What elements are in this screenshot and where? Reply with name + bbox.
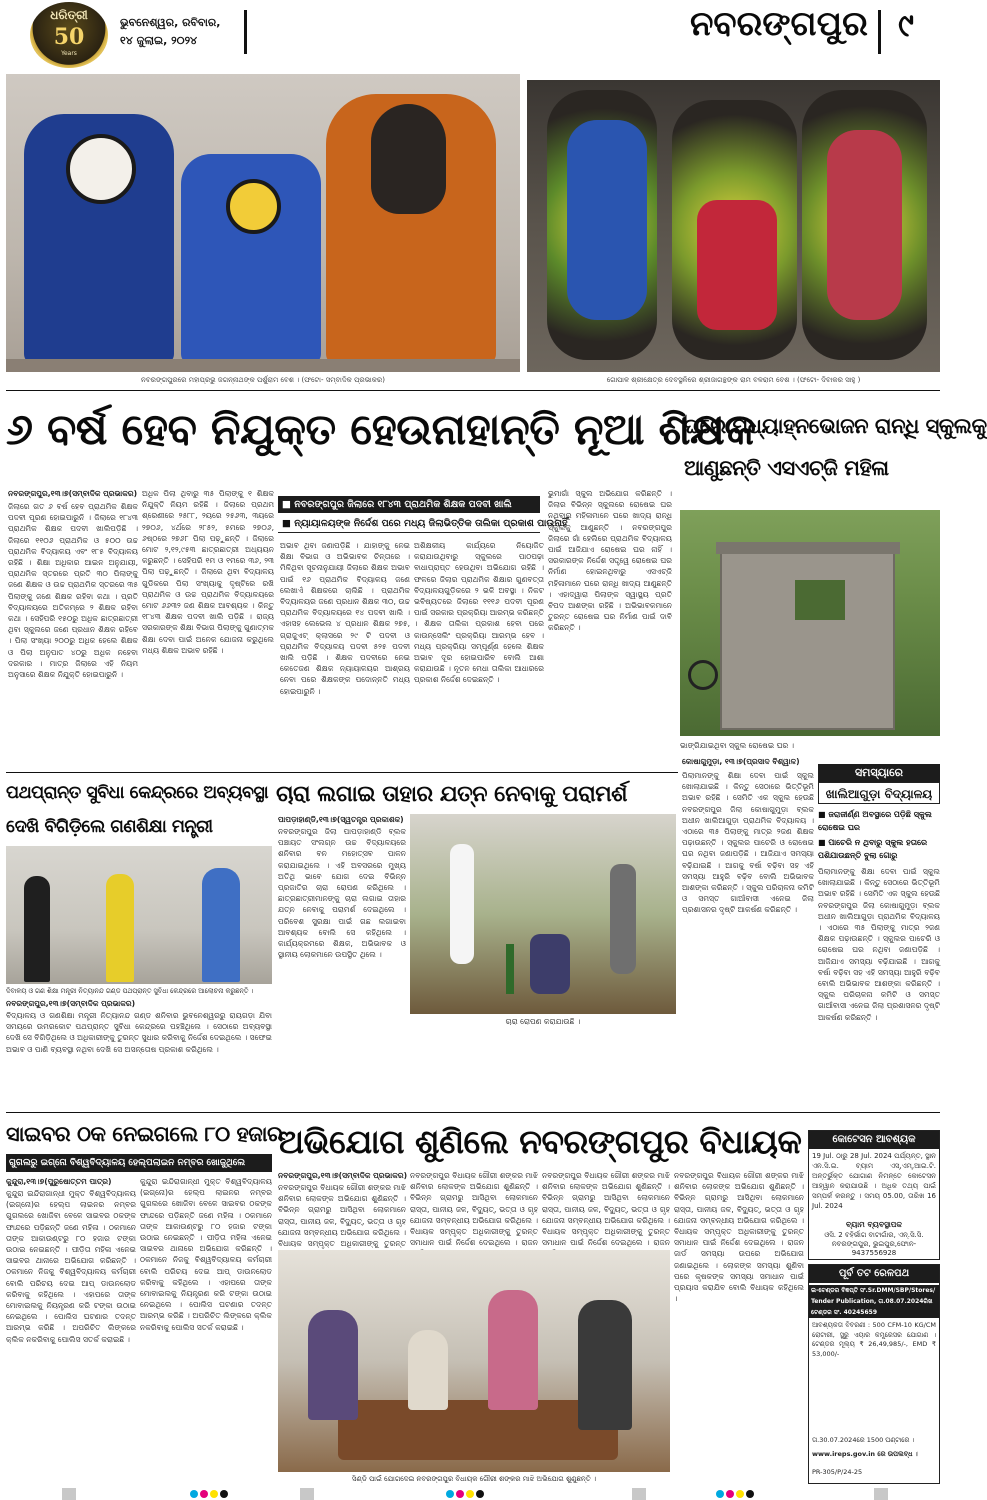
school-bullet-1: ■ ଜରାଜୀର୍ଣ୍ଣ ଅବସ୍ଥାରେ ପଡ଼ିଛି ସ୍କୁଲ ରୋଷେଇ ଘର bbox=[818, 810, 932, 832]
ad-railway-body: ଆବଶ୍ୟକତା ବିବରଣୀ : 500 CFM-10 KG/CM ରୋଟାରୀ, ସ୍କ୍ରୁ ଏୟାର କମ୍ପ୍ରେସର ଯୋଗାଣ । ଟେଣ୍ଡର ମୂଲ୍ୟ ₹ 26,49,985/-, EMD ₹ 53,000/- bbox=[812, 1321, 936, 1358]
ad-railway-web: www.ireps.gov.in ରେ ଉପଲବ୍ଧ । bbox=[812, 1450, 918, 1458]
reg-mark-center-right bbox=[632, 1488, 646, 1500]
reg-dot-black-2 bbox=[476, 1490, 484, 1498]
school-box-title: ସମସ୍ୟାରେ bbox=[818, 764, 940, 782]
attendee-1 bbox=[308, 1310, 358, 1420]
mla-dateline: ନବରଙ୍ଗପୁର,୧୩।୭(ସମ୍ବାଦିକ ପ୍ରଭାକର) bbox=[278, 1171, 408, 1180]
rule-lead-bottom bbox=[6, 772, 678, 773]
lead-subhead-1: ■ ନବରଙ୍ଗପୁର ଜିଲାରେ ୧୮୪୩ ପ୍ରାଥମିକ ଶିକ୍ଷକ ପଦବୀ ଖାଲି bbox=[278, 496, 540, 513]
school-body-2: ପିଲାମାନଙ୍କୁ ଶିକ୍ଷା ଦେବା ପାଇଁ ସ୍କୁଲ ଖୋଲାଯାଇଛି । କିନ୍ତୁ ସେଠାରେ ଭିତ୍ତିଭୂମି ଅଭାବ ରହିଛି । ସେମିତି ଏକ ସ୍କୁଲ ହେଉଛି ନବରଙ୍ଗପୁର ଜିଲା କୋଷାଗୁମୁଡ଼ା ବ୍ଲକ ଅଧୀନ ଖାଲିଆଗୁଡ଼ା ପ୍ରାଥମିକ ବିଦ୍ୟାଳୟ । ଏଠାରେ ୩୫ ପିଲାଙ୍କୁ ମାତ୍ର ୨ଜଣ ଶିକ୍ଷକ ପଢ଼ାଉଛନ୍ତି । ସ୍କୁଲର ପାଚେରି ଓ ରୋଷେଇ ଘର ନଥିବା ଜଣାପଡ଼ିଛି । ଆଜିଯାଏ ସମସ୍ୟା ବଢ଼ିଯାଇଛି । ଆଗକୁ ବର୍ଷା ବଢ଼ିବା ସହ ଏହି ସମସ୍ୟା ଆହୁରି ବଢ଼ିବ ବୋଲି ଅଭିଭାବକ ଆଶଙ୍କା କରିଛନ୍ତି । ସ୍କୁଲ ପରିଚାଳନା କମିଟି ଓ ସମସ୍ତ ଗାଆଁବାସୀ ଏନେଇ ଜିଲା ପ୍ରଶାସନର ଦୃଷ୍ଟି ଆକର୍ଷଣ କରିଛନ୍ତି । bbox=[818, 867, 940, 1022]
reg-mark-left bbox=[62, 1488, 76, 1500]
reg-dot-magenta-1 bbox=[200, 1490, 208, 1498]
cyber-body-1: କୁନ୍ଦୁରା ଇନ୍ଦିରାଗାନ୍ଧୀ ମୁକ୍ତ ବିଶ୍ୱବିଦ୍ୟାଳୟ (ଇଗ୍ନୋ)ର ହେଲ୍ପ ଲାଇନର ନମ୍ବର ଗୁଗଲରେ ଖୋଜିବା ବେଳେ ସାଇବର ଠକଙ୍କ ଫାନ୍ଦରେ ପଡ଼ିଛନ୍ତି ଜଣେ ମହିଳା । ଠକମାନେ ତାଙ୍କ ଆକାଉଣ୍ଟରୁ ୮୦ ହଜାର ଟଙ୍କା ଉଠାଇ ନେଇଛନ୍ତି । ପୀଡ଼ିତା ମହିଳା ଏନେଇ ସାଇବର ଥାନାରେ ଅଭିଯୋଗ କରିଛନ୍ତି । ଠକମାନେ ନିଜକୁ ବିଶ୍ୱବିଦ୍ୟାଳୟ କର୍ମଚାରୀ ବୋଲି ପରିଚୟ ଦେଇ ଆପ୍ ଡାଉନଲୋଡ କରିବାକୁ କହିଥିଲେ । ଏହାପରେ ତାଙ୍କ ମୋବାଇଲକୁ ନିୟନ୍ତ୍ରଣ କରି ଟଙ୍କା ଉଠାଇ ନେଇଥିଲେ । ପୋଲିସ ଘଟଣାର ତଦନ୍ତ ଆରମ୍ଭ କରିଛି । ଅପରିଚିତ ଲିଙ୍କରେ କ୍ଲିକ ନକରିବାକୁ ପୋଲିସ ସତର୍କ କରାଇଛି । bbox=[6, 1189, 136, 1344]
rule-middle-bottom bbox=[6, 1112, 940, 1113]
deity-right-face bbox=[371, 104, 446, 214]
attendee-4 bbox=[578, 1300, 632, 1430]
deity-figure-3 bbox=[827, 130, 902, 320]
attendee-3 bbox=[488, 1290, 538, 1410]
bicycle bbox=[688, 660, 718, 690]
cyber-headline: ସାଇବର ଠକ ନେଇଗଲେ ୮୦ ହଜାର bbox=[6, 1122, 283, 1146]
mla-body-4: ନବରଙ୍ଗପୁର ବିଧାୟକ ଗୌରୀ ଶଙ୍କର ମାଝି ଶନିବାର ଲୋକଙ୍କ ଅଭିଯୋଗ ଶୁଣିଛନ୍ତି । ବିଭିନ୍ନ ଗ୍ରାମରୁ ଆସିଥିବା ଲୋକମାନେ ରାସ୍ତା, ପାନୀୟ ଜଳ, ବିଦ୍ୟୁତ୍, ଭତ୍ତା ଓ ଗୃହ ଯୋଜନା ସମ୍ବନ୍ଧୀୟ ଅଭିଯୋଗ କରିଥିଲେ । ବିଧାୟକ ସମ୍ପୃକ୍ତ ଅଧିକାରୀଙ୍କୁ ତୁରନ୍ତ ସମାଧାନ ପାଇଁ ନିର୍ଦ୍ଦେଶ ଦେଇଥିଲେ । ରାଜନ ଜାର୍ଡ ସମସ୍ୟା ଉପରେ ଅଭିଯୋଗ ଜଣାଇଥିଲେ । ଲୋକଙ୍କ ସମସ୍ୟା ଶୁଣିବା ପରେ କୃଷକଙ୍କ ସମସ୍ୟା ସମାଧାନ ପାଇଁ ପ୍ରୟାସ କରାଯିବ ବୋଲି ବିଧାୟକ କହିଥିଲେ । bbox=[674, 1171, 804, 1304]
minister-body: ବିଦ୍ୟାଳୟ ଓ ଗଣଶିକ୍ଷା ମନ୍ତ୍ରୀ ନିତ୍ୟାନନ୍ଦ ଗଣ୍ଡ ଶନିବାର ଭୁବନେଶ୍ୱରରୁ ରାୟଗଡ଼ା ଯିବା ସମୟରେ ଉମରକୋଟ ପଥପ୍ରାନ୍ତ ସୁବିଧା କେନ୍ଦ୍ରରେ ପହଞ୍ଚିଥିଲେ । ସେଠାରେ ଅବ୍ୟବସ୍ଥା ଦେଖି ସେ ବିଗିଡ଼ିଥିଲେ ଓ ଅଧିକାରୀଙ୍କୁ ତୁରନ୍ତ ସୁଧାର କରିବାକୁ ନିର୍ଦ୍ଦେଶ ଦେଇଥିଲେ । ସଫେଇ ଅଭାବ ଓ ପାଣି ବ୍ୟବସ୍ଥା ନଥିବା ଦେଖି ସେ ଅସନ୍ତୋଷ ପ୍ରକାଶ କରିଥିଲେ । bbox=[6, 1011, 272, 1054]
reg-mark-right bbox=[874, 1488, 888, 1500]
reg-dot-yellow-1 bbox=[210, 1490, 218, 1498]
person-3 bbox=[202, 868, 240, 982]
deity-middle-face bbox=[226, 179, 281, 234]
school-body-1: ପିଲାମାନଙ୍କୁ ଶିକ୍ଷା ଦେବା ପାଇଁ ସ୍କୁଲ ଖୋଲାଯାଇଛି । କିନ୍ତୁ ସେଠାରେ ଭିତ୍ତିଭୂମି ଅଭାବ ରହିଛି । ସେମିତି ଏକ ସ୍କୁଲ ହେଉଛି ନବରଙ୍ଗପୁର ଜିଲା କୋଷାଗୁମୁଡ଼ା ବ୍ଲକ ଅଧୀନ ଖାଲିଆଗୁଡ଼ା ପ୍ରାଥମିକ ବିଦ୍ୟାଳୟ । ଏଠାରେ ୩୫ ପିଲାଙ୍କୁ ମାତ୍ର ୨ଜଣ ଶିକ୍ଷକ ପଢ଼ାଉଛନ୍ତି । ସ୍କୁଲର ପାଚେରି ଓ ରୋଷେଇ ଘର ନଥିବା ଜଣାପଡ଼ିଛି । ଆଜିଯାଏ ସମସ୍ୟା ବଢ଼ିଯାଇଛି । ଆଗକୁ ବର୍ଷା ବଢ଼ିବା ସହ ଏହି ସମସ୍ୟା ଆହୁରି ବଢ଼ିବ ବୋଲି ଅଭିଭାବକ ଆଶଙ୍କା କରିଛନ୍ତି । ସ୍କୁଲ ପରିଚାଳନା କମିଟି ଓ ସମସ୍ତ ଗାଆଁବାସୀ ଏନେଇ ଜିଲା ପ୍ରଶାସନର ଦୃଷ୍ଟି ଆକର୍ଷଣ କରିଛନ୍ତି । bbox=[682, 771, 814, 915]
photo-caption-2: ଗୋପାଳ ଶ୍ରୀକ୍ଷେତ୍ର ଦେବସ୍ଥଳିରେ ଶ୍ରୀଜାଗନ୍ଥଙ୍କ ରାମ ବଳରାମ ବେଶ । (ଫଟୋ- ଦିବାକର ସାହୁ ) bbox=[606, 376, 861, 384]
cyber-body-2: କୁନ୍ଦୁରା ଇନ୍ଦିରାଗାନ୍ଧୀ ମୁକ୍ତ ବିଶ୍ୱବିଦ୍ୟାଳୟ (ଇଗ୍ନୋ)ର ହେଲ୍ପ ଲାଇନର ନମ୍ବର ଗୁଗଲରେ ଖୋଜିବା ବେଳେ ସାଇବର ଠକଙ୍କ ଫାନ୍ଦରେ ପଡ଼ିଛନ୍ତି ଜଣେ ମହିଳା । ଠକମାନେ ତାଙ୍କ ଆକାଉଣ୍ଟରୁ ୮୦ ହଜାର ଟଙ୍କା ଉଠାଇ ନେଇଛନ୍ତି । ପୀଡ଼ିତା ମହିଳା ଏନେଇ ସାଇବର ଥାନାରେ ଅଭିଯୋଗ କରିଛନ୍ତି । ଠକମାନେ ନିଜକୁ ବିଶ୍ୱବିଦ୍ୟାଳୟ କର୍ମଚାରୀ ବୋଲି ପରିଚୟ ଦେଇ ଆପ୍ ଡାଉନଲୋଡ କରିବାକୁ କହିଥିଲେ । ଏହାପରେ ତାଙ୍କ ମୋବାଇଲକୁ ନିୟନ୍ତ୍ରଣ କରି ଟଙ୍କା ଉଠାଇ ନେଇଥିଲେ । ପୋଲିସ ଘଟଣାର ତଦନ୍ତ ଆରମ୍ଭ କରିଛି । ଅପରିଚିତ ଲିଙ୍କରେ କ୍ଲିକ ନକରିବାକୁ ପୋଲିସ ସତର୍କ କରାଇଛି । bbox=[140, 1177, 272, 1332]
reg-mark-center-left bbox=[300, 1488, 314, 1500]
ad-quotation-title: କୋଟେସନ ଆବଶ୍ୟକ bbox=[809, 1131, 939, 1149]
mla-caption: ସିଣ୍ଡି ପାଇଁ ଯୋଗଦେଇ ନବରଙ୍ଗପୁର ବିଧାୟକ ଗୌରୀ ଶଙ୍କର ମାଝି ଅଭିଯୋଗ ଶୁଣୁଛନ୍ତି । bbox=[351, 1475, 597, 1483]
lunch-caption: ଭାଙ୍ଗିଯାଇଥିବା ସ୍କୁଲ ରୋଷେଇ ଘର । bbox=[680, 741, 795, 750]
person-2 bbox=[106, 874, 134, 982]
photo-minister-visit bbox=[6, 846, 272, 984]
ad-railway-line2: Tender Publication, ତା.08.07.2024ରିଖ bbox=[809, 1296, 939, 1307]
ad-railway-line3: ଟେଣ୍ଡର ସଂ. 40245659 bbox=[809, 1307, 939, 1318]
deity-figure-1 bbox=[567, 120, 647, 320]
tree-body: ନବରଙ୍ଗପୁର ଜିଲା ପାପଡ଼ାହାଣ୍ଡି ବ୍ଲକ ପଞ୍ଚାୟତ ସଂଲଗ୍ନ ଉଚ୍ଚ ବିଦ୍ୟାଳୟରେ ଶନିବାର ବନ ମହୋତ୍ସବ ପାଳନ କରାଯାଇଥିଲେ । ଏହି ଅବସରରେ ମୁଖ୍ୟ ଅତିଥି ଭାବେ ଯୋଗ ଦେଇ ବିଭିନ୍ନ ପ୍ରଜାତିର ଚାରା ରୋପଣ କରିଥିଲେ । ଛାତ୍ରଛାତ୍ରୀମାନଙ୍କୁ ଚାରା ଲଗାଇ ତାହାର ଯତ୍ନ ନେବାକୁ ପରାମର୍ଶ ଦେଇଥିଲେ । ପରିବେଶ ସୁରକ୍ଷା ପାଇଁ ଗଛ ଲଗାଇବା ଆବଶ୍ୟକ ବୋଲି ସେ କହିଥିଲେ । କାର୍ଯ୍ୟକ୍ରମରେ ଶିକ୍ଷକ, ଅଭିଭାବକ ଓ ସ୍ଥାନୀୟ ଲୋକମାନେ ଉପସ୍ଥିତ ଥିଲେ । bbox=[278, 827, 406, 960]
lead-subhead-2: ■ ନ୍ୟାୟାଳୟଙ୍କ ନିର୍ଦ୍ଦେଶ ପରେ ମଧ୍ୟ ଜିଲାଭିତ୍ତିକ ତାଲିକା ପ୍ରକାଶ ପାଉନାହିଁ bbox=[278, 515, 540, 533]
reg-dot-yellow-2 bbox=[466, 1490, 474, 1498]
ad-railway-code: PR-305/P/24-25 bbox=[812, 1468, 863, 1476]
mla-body-3: ନବରଙ୍ଗପୁର ବିଧାୟକ ଗୌରୀ ଶଙ୍କର ମାଝି ଶନିବାର ଲୋକଙ୍କ ଅଭିଯୋଗ ଶୁଣିଛନ୍ତି । ବିଭିନ୍ନ ଗ୍ରାମରୁ ଆସିଥିବା ଲୋକମାନେ ରାସ୍ତା, ପାନୀୟ ଜଳ, ବିଦ୍ୟୁତ୍, ଭତ୍ତା ଓ ଗୃହ ଯୋଜନା ସମ୍ବନ୍ଧୀୟ ଅଭିଯୋଗ କରିଥିଲେ । ବିଧାୟକ ସମ୍ପୃକ୍ତ ଅଧିକାରୀଙ୍କୁ ତୁରନ୍ତ ସମାଧାନ ପାଇଁ ନିର୍ଦ୍ଦେଶ ଦେଇଥିଲେ । ରାଜନ bbox=[542, 1171, 670, 1248]
tree-caption: ଚାରା ରୋପଣ କରାଯାଉଛି । bbox=[505, 1017, 581, 1026]
photo-tree-planting bbox=[410, 814, 676, 1014]
school-dateline: କୋଷାଗୁମୁଡ଼ା, ୧୩।୭(ପ୍ରସାଦ ବିଶ୍ୱାଳ) bbox=[682, 757, 800, 766]
photo-caption-1: ନବରଙ୍ଗପୁରରେ ମହାପ୍ରଭୁ ଜଗନ୍ନାଥଙ୍କ ପର୍ଶୁରାମ ବେଶ । (ଫଟୋ- ସମ୍ବାଦିକ ପ୍ରଭାକର) bbox=[141, 376, 385, 384]
ad-quotation bbox=[808, 1130, 940, 1260]
lunch-body: ଭୁମାଗାଁ ସ୍କୁଲ ଅଭିଯୋଗ କରିଛନ୍ତି । ଜିଲାର ବିଭିନ୍ନ ସ୍କୁଲରେ ରୋଷେଇ ଘର ନଥିବାରୁ ମହିଳାମାନେ ଘରେ ଖାଦ୍ୟ ରାନ୍ଧି ସ୍କୁଲକୁ ଆଣୁଛନ୍ତି । ନବରଙ୍ଗପୁର ଜିଲାରେ ଗାଁ ହେଲିରେ ପ୍ରାଥମିକ ବିଦ୍ୟାଳୟ ପାଇଁ ଆଜିଯାଏ ରୋଷେଇ ଘର ନାହିଁ । ସରକାରଙ୍କ ନିର୍ଦ୍ଦେଶ ସତ୍ତ୍ୱେ ରୋଷେଇ ଘର ନିର୍ମାଣ ହୋଇନଥିବାରୁ ଏସଏଚ୍‌ଜି ମହିଳାମାନେ ଘରେ ରାନ୍ଧି ଖାଦ୍ୟ ଆଣୁଛନ୍ତି । ଏହାଦ୍ୱାରା ପିଲାଙ୍କ ସ୍ୱାସ୍ଥ୍ୟ ପ୍ରତି ବିପଦ ଆଶଙ୍କା ରହିଛି । ଅଭିଭାବକମାନେ ତୁରନ୍ତ ରୋଷେଇ ଘର ନିର୍ମାଣ ପାଇଁ ଦାବି କରିଛନ୍ତି । bbox=[548, 489, 672, 633]
planter-1 bbox=[450, 844, 474, 964]
ad-quotation-address: ଓସି. 2 ବହିର୍ଭାଗ ବାଟାଗାଁର, ଏନ୍.ସି.ସି. ନବରଙ୍ଗପୁର, ଭୁଇପୁର,ଫୋନ- 9437556928 bbox=[824, 1231, 924, 1257]
page-number: ୯ bbox=[898, 6, 914, 44]
deity-figure-2 bbox=[697, 200, 777, 330]
photo-jagannath-parshuram bbox=[6, 74, 520, 372]
reg-dot-cyan-3 bbox=[716, 1490, 724, 1498]
cyber-dateline: କୁନ୍ଦୁରା,୧୩।୭(ପୁରୁଷୋତ୍ତମ ପାତ୍ର) bbox=[6, 1177, 112, 1186]
kitchen-hole bbox=[795, 580, 845, 620]
lead-dateline: ନବରଙ୍ଗପୁର,୧୩।୭(ସମ୍ବାଦିକ ପ୍ରଭାକର) bbox=[8, 489, 138, 498]
school-box-name: ଖାଲିଆଗୁଡ଼ା ବିଦ୍ୟାଳୟ bbox=[818, 782, 940, 804]
kitchen-wall bbox=[720, 550, 895, 730]
reg-dot-black-1 bbox=[220, 1490, 228, 1498]
lead-col-3: ଅଭାବ ଥିବା ଜଣାପଡ଼ିଛି । ଯାହାଙ୍କୁ ନେଇ ଶିକ୍ଷା ବିଭାଗ ଓ ଅଭିଭାବକ ଚିନ୍ତାରେ । ମିଳିଥିବା ସୂଚନାନୁଯାୟୀ ଜିଲାରେ ଶିକ୍ଷକ ଅଭାବ ପାଇଁ ୧୬ ପ୍ରାଥମିକ ବିଦ୍ୟାଳୟ ଜଣେ ଲେଖାଏଁ ଶିକ୍ଷକରେ ଚାଲିଛି । ପ୍ରାଥମିକ ବିଦ୍ୟାଳୟର ଜଣେ ପ୍ରଧାନ ଶିକ୍ଷକ ୩୦, ଉଚ୍ଚ ପ୍ରାଥମିକ ବିଦ୍ୟାଳୟରେ ୧୪ ପଦବୀ ଖାଲି । ଏହାସହ ଲେଭେଲ ୪ ପ୍ରଧାନ ଶିକ୍ଷକ ୨୭୫, ଗ୍ରାଜୁଏଟ୍ କ୍ଲାସରେ ୨୯ ଟି ପଦବୀ ଓ ପ୍ରାଥମିକ ବିଦ୍ୟାଳୟ ପଦବୀ ୫୨୫ ପଦବୀ ଖାଲି ପଡ଼ିଛି । ଶିକ୍ଷକ ପଦବୀରେ ନେଇ କେତେଜଣ ଶିକ୍ଷକ ନ୍ୟାୟାଳୟର ଆଶ୍ରୟ ନେବା ପରେ ଶିକ୍ଷକଙ୍କ ପଦୋନ୍ନତି ମଧ୍ୟ ହୋଇପାରୁନି । bbox=[280, 541, 410, 696]
minister-headline-2: ଦେଖି ବିଗିଡ଼ିଲେ ଗଣଶିକ୍ଷା ମନ୍ତ୍ରୀ bbox=[6, 817, 213, 837]
lead-col-2: ଅଧିକ ପିଲା ଥିବାରୁ ୩୫ ପିଲାଙ୍କୁ ୧ ଶିକ୍ଷକ ନିଯୁକ୍ତି ନିୟମ ରହିଛି । ଜିଲାରେ ପ୍ରଥମ ଶ୍ରେଣୀରେ ୨୫୮୮, ୨ୟରେ ୨୫୬୩, ୩ୟରେ ୨୭୦୬, ୪ର୍ଥରେ ୨୮୫୨, ୫ମରେ ୨୭୦୬, ୬ଷ୍ଠରେ ୨୭୬୮ ପିଲା ପଢ଼ୁଛନ୍ତି । ଜିଲାରେ ମୋଟ ୨,୧୨,୯୫୩ ଛାତ୍ରଛାତ୍ରୀ ଅଧ୍ୟୟନ କରୁଛନ୍ତି । ସେହିପରି ୧ମ ଓ ୧ମରେ ୩୬, ୨୩ ପିଲା ପଢ଼ୁଛନ୍ତି । ଜିଲାରେ ଥିବା ବିଦ୍ୟାଳୟ ଗୁଡିକରେ ପିଲା ସଂଖ୍ୟାକୁ ଦୃଷ୍ଟିରେ ରଖି ପ୍ରାଥମିକ ଓ ଉଚ୍ଚ ପ୍ରାଥମିକ ବିଦ୍ୟାଳୟରେ ମୋଟ ୬୬୩୨ ଜଣ ଶିକ୍ଷକ ଆବଶ୍ୟକ । କିନ୍ତୁ ୧୮୪୩ ଶିକ୍ଷକ ପଦବୀ ଖାଲି ପଡ଼ିଛି । ରାଜ୍ୟ ସରକାରଙ୍କ ଶିକ୍ଷା ବିଭାଗ ପିଲାଙ୍କୁ ଗୁଣାତ୍ମକ ଶିକ୍ଷା ଦେବା ପାଇଁ ଅନେକ ଯୋଜନା କରୁଥିଲେ ମଧ୍ୟ ଶିକ୍ଷକ ଅଭାବ ରହିଛି । bbox=[142, 489, 274, 655]
reg-dot-cyan-2 bbox=[446, 1490, 454, 1498]
planter-3 bbox=[610, 864, 636, 974]
sapling bbox=[506, 944, 514, 994]
logo-years-number: 50 bbox=[53, 24, 85, 50]
ad-quotation-body: 19 Jul. ଠାରୁ 28 Jul. 2024 ପର୍ଯ୍ୟନ୍ତ, ସ୍ଥାନ ଏନ.ସି.ଇ. ବ୍ୟାମ ଏସ୍,ଏମ୍,ଆଇ.ଟି. ଅନ୍ତର୍ଭୁକ୍ତ ଯୋଗାଣ ନିମନ୍ତେ କୋଟେସନ ଆହ୍ୱାନ କରାଯାଉଛି । ଅଧିକ ତଥ୍ୟ ପାଇଁ ସମ୍ପର୍କ କରନ୍ତୁ । ସମୟ 05.00, ତାରିଖ 16 Jul. 2024 bbox=[812, 1152, 936, 1210]
reg-dot-magenta-3 bbox=[726, 1490, 734, 1498]
lead-col-1: ଜିଲାରେ ଗତ ୬ ବର୍ଷ ହେବ ପ୍ରାଥମିକ ଶିକ୍ଷକ ପଦବୀ ପୂରଣ ହୋଇପାରୁନି । ଜିଲାରେ ୧୮୪୩ ପ୍ରାଥମିକ ଶିକ୍ଷକ ପଦବୀ ଖାଲିପଡ଼ିଛି । ଜିଲାରେ ୧୧୦୬ ପ୍ରାଥମିକ ଓ ୫୦୦ ଉଚ୍ଚ ପ୍ରାଥମିକ ବିଦ୍ୟାଳୟ ଏବଂ ୧୮୫ ବିଦ୍ୟାଳୟ ରହିଛି । ଶିକ୍ଷା ଅଧିକାର ଆଇନ ଅନୁଯାୟୀ, ପ୍ରାଥମିକ ସ୍ତରରେ ପ୍ରତି ୩୦ ପିଲାଙ୍କୁ ଜଣେ ଶିକ୍ଷକ ଓ ଉଚ୍ଚ ପ୍ରାଥମିକ ସ୍ତରରେ ୩୫ ପିଲାଙ୍କୁ ଜଣେ ଶିକ୍ଷକ ରହିବା କଥା । ପ୍ରତି ବିଦ୍ୟାଳୟରେ ଅତିକମ୍‌ରେ ୨ ଶିକ୍ଷକ ରହିବା କଥା । ସେହିପରି ୧୫୦ରୁ ଅଧିକ ଛାତ୍ରଛାତ୍ରୀ ଥିବା ସ୍କୁଲରେ ଜଣେ ପ୍ରଧାନ ଶିକ୍ଷକ ରହିବେ । ପିଲା ସଂଖ୍ୟା ୨୦୦ରୁ ଅଧିକ ହେଲେ ଶିକ୍ଷକ ଓ ପିଲା ଅନୁପାତ ୪୦ରୁ ଅଧିକ ନହେବା ଦରକାର । ମାତ୍ର ଜିଲାରେ ଏହି ନିୟମ ଅନୁସାରେ ଶିକ୍ଷକ ନିଯୁକ୍ତି ହୋଇପାରୁନି । bbox=[8, 502, 138, 680]
lead-headline: ୬ ବର୍ଷ ହେବ ନିଯୁକ୍ତ ହେଉନାହାନ୍ତି ନୂଆ ଶିକ୍ଷକ bbox=[6, 405, 756, 455]
minister-dateline: ନବରଙ୍ଗପୁର,୧୩।୭(ସମ୍ବାଦିକ ପ୍ରଭାକର) bbox=[6, 999, 136, 1008]
tree-headline: ଚାରା ଲଗାଇ ତାହାର ଯତ୍ନ ନେବାକୁ ପରାମର୍ଶ bbox=[276, 782, 628, 807]
mla-headline: ଅଭିଯୋଗ ଶୁଣିଲେ ନବରଙ୍ଗପୁର ବିଧାୟକ bbox=[278, 1122, 802, 1161]
meeting-table bbox=[338, 1400, 618, 1460]
minister-caption: ଦିବାଳୟ ଓ ଗଣ ଶିକ୍ଷା ମନ୍ତ୍ରୀ ନିତ୍ୟାନନ୍ଦ ଗଣ୍ଡ ପଥପ୍ରାନ୍ତ ସୁବିଧା କେନ୍ଦ୍ରରେ ଆଲୋଚନା କରୁଛନ୍ତି । bbox=[6, 987, 254, 995]
ad-railway-close: ତା.30.07.2024ରେ 1500 ଘଣ୍ଟାରେ । bbox=[812, 1436, 915, 1444]
lunch-headline-1: ଘରେ ମଧ୍ୟାହ୍ନଭୋଜନ ରାନ୍ଧି ସ୍କୁଲକୁ bbox=[684, 414, 987, 438]
masthead bbox=[0, 0, 945, 72]
section-divider bbox=[878, 10, 881, 54]
ad-railway-title: ପୂର୍ବ ତଟ ରେଳପଥ bbox=[809, 1265, 939, 1283]
ad-railway-line1: ଇ-ଟେଣ୍ଡର ବିଜ୍ଞପ୍ତି ସଂ.Sr.DMM/SBP/Stores/ bbox=[809, 1285, 939, 1296]
planter-2 bbox=[530, 934, 570, 994]
photo-mla-meeting bbox=[278, 1250, 670, 1472]
deity-left-face bbox=[66, 134, 136, 204]
lunch-headline-2: ଆଣୁଛନ୍ତି ଏସଏଚ୍‌ଜି ମହିଳା bbox=[684, 456, 889, 480]
school-bullet-2: ■ ପାଚେରି ନ ଥିବାରୁ ସ୍କୁଲ ହତାରେ ପଶିଯାଉଛନ୍ତି ବୁଲା ଗୋରୁ bbox=[818, 838, 928, 860]
photo-broken-kitchen bbox=[680, 510, 940, 736]
reg-dot-magenta-2 bbox=[456, 1490, 464, 1498]
reg-dot-black-3 bbox=[746, 1490, 754, 1498]
date-line-1: ଭୁବନେଶ୍ୱର, ରବିବାର, bbox=[120, 16, 221, 29]
mla-body-1: ନବରଙ୍ଗପୁର ବିଧାୟକ ଗୌରୀ ଶଙ୍କର ମାଝି ଶନିବାର ଲୋକଙ୍କ ଅଭିଯୋଗ ଶୁଣିଛନ୍ତି । ବିଭିନ୍ନ ଗ୍ରାମରୁ ଆସିଥିବା ଲୋକମାନେ ରାସ୍ତା, ପାନୀୟ ଜଳ, ବିଦ୍ୟୁତ୍, ଭତ୍ତା ଓ ଗୃହ ଯୋଜନା ସମ୍ବନ୍ଧୀୟ ଅଭିଯୋଗ କରିଥିଲେ । ବିଧାୟକ ସମ୍ପୃକ୍ତ ଅଧିକାରୀଙ୍କୁ ତୁରନ୍ତ bbox=[278, 1183, 406, 1249]
photo-ram-balaram bbox=[527, 80, 940, 372]
minister-headline-1: ପଥପ୍ରାନ୍ତ ସୁବିଧା କେନ୍ଦ୍ରରେ ଅବ୍ୟବସ୍ଥା bbox=[6, 783, 269, 803]
ad-railway bbox=[808, 1264, 940, 1484]
cyber-subhead: ଗୁଗଲରୁ ଇଗ୍ନୋ ବିଶ୍ୱବିଦ୍ୟାଳୟ ହେଲ୍ପଲାଇନ ନମ୍ବର ଖୋଜୁଥିଲେ bbox=[6, 1154, 272, 1172]
logo-word: ଧରିତ୍ରୀ bbox=[50, 8, 88, 22]
altar-base bbox=[6, 359, 520, 372]
person-1 bbox=[24, 876, 50, 982]
mla-body-2: ନବରଙ୍ଗପୁର ବିଧାୟକ ଗୌରୀ ଶଙ୍କର ମାଝି ଶନିବାର ଲୋକଙ୍କ ଅଭିଯୋଗ ଶୁଣିଛନ୍ତି । ବିଭିନ୍ନ ଗ୍ରାମରୁ ଆସିଥିବା ଲୋକମାନେ ରାସ୍ତା, ପାନୀୟ ଜଳ, ବିଦ୍ୟୁତ୍, ଭତ୍ତା ଓ ଗୃହ ଯୋଜନା ସମ୍ବନ୍ଧୀୟ ଅଭିଯୋଗ କରିଥିଲେ । ବିଧାୟକ ସମ୍ପୃକ୍ତ ଅଧିକାରୀଙ୍କୁ ତୁରନ୍ତ ସମାଧାନ ପାଇଁ ନିର୍ଦ୍ଦେଶ ଦେଇଥିଲେ । ରାଜନ bbox=[410, 1171, 538, 1248]
ad-quotation-sign: ବ୍ୟାମ ବ୍ୟବସ୍ଥାପକ bbox=[846, 1220, 902, 1229]
tree-dateline: ପାପଡ଼ାହାଣ୍ଡି,୧୩।୭(ସ୍ୱତନ୍ତ୍ର ପ୍ରକାଶକ) bbox=[278, 815, 404, 824]
reg-dot-cyan-1 bbox=[190, 1490, 198, 1498]
logo-years-label: Years bbox=[61, 50, 77, 57]
rule-top-photos bbox=[6, 390, 940, 391]
masthead-divider bbox=[244, 10, 247, 54]
reg-dot-yellow-3 bbox=[736, 1490, 744, 1498]
kitchen-roof bbox=[716, 542, 900, 554]
section-title: ନବରଙ୍ଗପୁର bbox=[690, 4, 868, 44]
date-line-2: ୧୪ ଜୁଲାଇ, ୨୦୨୪ bbox=[120, 34, 198, 47]
lead-col-4: ଅଶିକ୍ଷକୀୟ କାର୍ଯ୍ୟରେ ନିୟୋଜିତ କରାଯାଉଥିବାରୁ ସ୍କୁଲରେ ପାଠପଢ଼ା ବାଧାପ୍ରାପ୍ତ ହେଉଥିବା ଅଭିଯୋଗ ରହିଛି । ଫଳରେ ଜିଲାର ପ୍ରାଥମିକ ଶିକ୍ଷାର ଗୁଣବତ୍ତା ବିଦ୍ୟାଳୟଗୁଡ଼ିକରେ ୨ ଭଳି ଅବସ୍ଥା । ନିକଟ ଭବିଷ୍ୟତରେ ଜିଲାରେ ୧୧୧୬ ପଦବୀ ପୂରଣ ପାଇଁ ସରକାର ପ୍ରକ୍ରିୟା ଆରମ୍ଭ କରିଛନ୍ତି । ଶିକ୍ଷକ ତାଲିକା ପ୍ରକାଶ ହେବା ପରେ କାଉନ୍ସେଲିଂ ପ୍ରକ୍ରିୟା ଆରମ୍ଭ ହେବ । ମଧ୍ୟ ପ୍ରକ୍ରିୟା ସମ୍ପୂର୍ଣ୍ଣ ହେଲେ ଶିକ୍ଷକ ଅଭାବ ଦୂର ହୋଇପାରିବ ବୋଲି ଆଶା କରାଯାଉଛି । ନୂତନ ମେଧା ତାଲିକା ଆଧାରରେ ପ୍ରକାଶ ନିର୍ଦ୍ଦେଶ ଦେଇଛନ୍ତି । bbox=[414, 541, 544, 685]
attendee-2 bbox=[408, 1330, 448, 1410]
